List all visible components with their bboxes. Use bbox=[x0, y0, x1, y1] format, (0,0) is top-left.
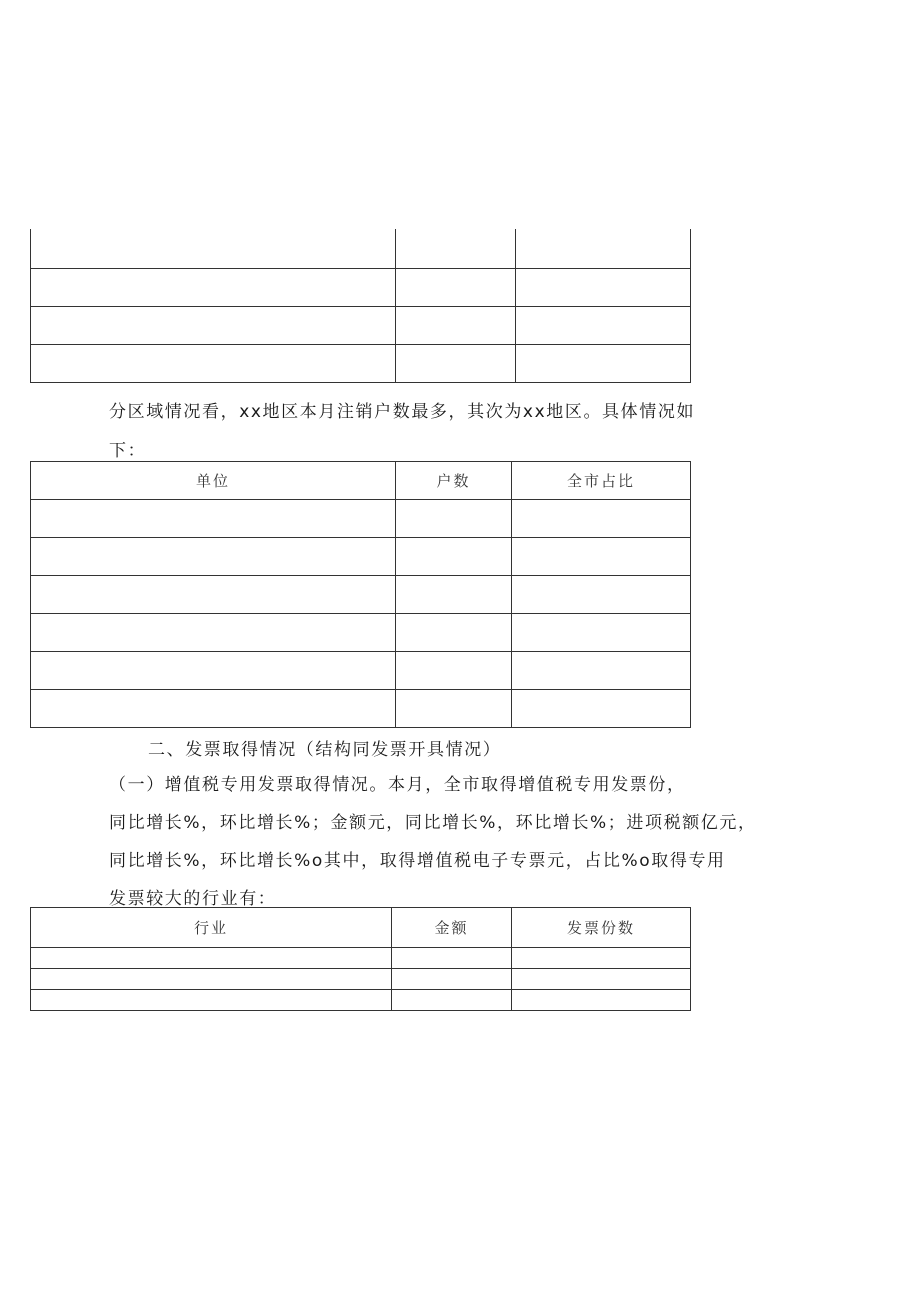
table-header-row bbox=[31, 908, 691, 948]
column-header-households: 户数 bbox=[396, 462, 512, 500]
table-row bbox=[31, 500, 691, 538]
table-row bbox=[31, 576, 691, 614]
table-row bbox=[31, 948, 691, 969]
table-row bbox=[31, 969, 691, 990]
section2-sub1-line1: （一）增值税专用发票取得情况。本月，全市取得增值税专用发票份， bbox=[109, 775, 686, 795]
region-table bbox=[30, 461, 691, 728]
column-header-unit: 单位 bbox=[31, 462, 396, 500]
table-header-row bbox=[31, 462, 691, 500]
table-row bbox=[31, 538, 691, 576]
table-row bbox=[31, 990, 691, 1011]
region-paragraph-line2: 下： bbox=[109, 441, 147, 461]
region-paragraph-line1: 分区域情况看，xx地区本月注销户数最多，其次为xx地区。具体情况如 bbox=[109, 402, 696, 422]
column-header-amount: 金额 bbox=[392, 908, 512, 948]
section2-sub1-line3: 同比增长%，环比增长%o其中，取得增值税电子专票元，占比%o取得专用 bbox=[109, 851, 726, 871]
table-row bbox=[31, 345, 691, 383]
previous-table-continuation bbox=[30, 229, 691, 383]
table-row bbox=[31, 229, 691, 269]
table-row bbox=[31, 614, 691, 652]
section2-sub1-line2: 同比增长%，环比增长%；金额元，同比增长%，环比增长%；进项税额亿元， bbox=[109, 813, 757, 833]
table-row bbox=[31, 307, 691, 345]
column-header-invoice-count: 发票份数 bbox=[512, 908, 691, 948]
industry-table bbox=[30, 907, 691, 1011]
table-row bbox=[31, 269, 691, 307]
column-header-industry: 行业 bbox=[31, 908, 392, 948]
section2-sub1-line4: 发票较大的行业有： bbox=[109, 889, 277, 909]
section2-heading: 二、发票取得情况（结构同发票开具情况） bbox=[148, 740, 502, 760]
table-row bbox=[31, 690, 691, 728]
table-row bbox=[31, 652, 691, 690]
column-header-city-share: 全市占比 bbox=[512, 462, 691, 500]
